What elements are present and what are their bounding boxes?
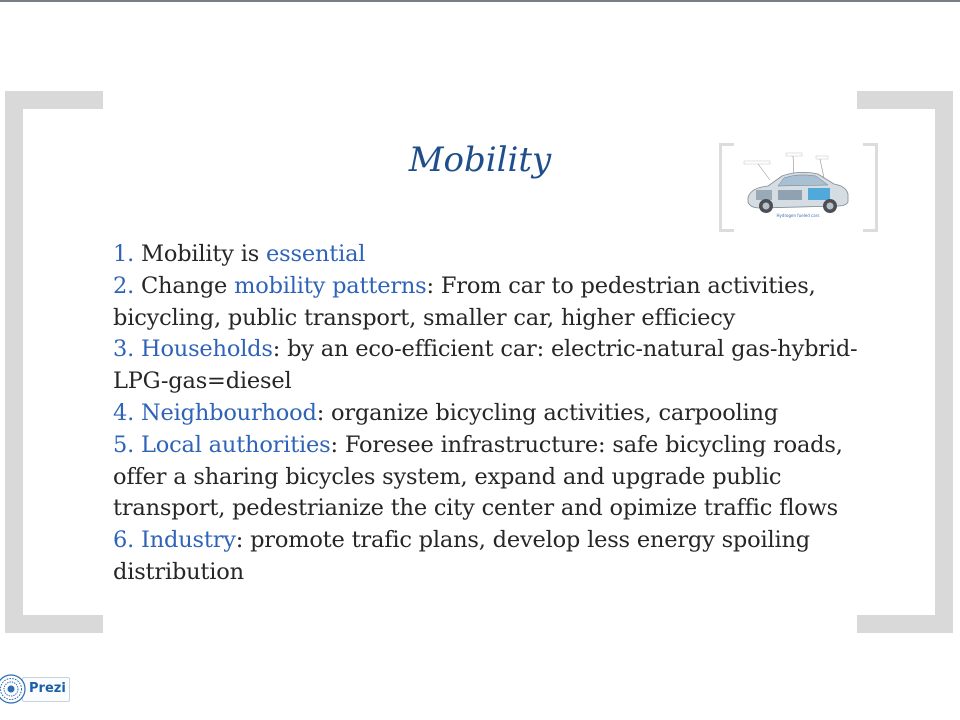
image-frame-right-top <box>863 143 878 146</box>
list-text: : organize bicycling activities, carpooling <box>316 399 779 426</box>
list-text: : by an eco-efficient car: electric-natural gas-hybrid-LPG-gas=diesel <box>113 336 858 395</box>
list-highlight: Households <box>141 336 273 363</box>
right-bracket-top <box>857 91 953 109</box>
image-frame-right-bottom <box>863 229 878 232</box>
list-item <box>113 430 873 525</box>
image-frame-right <box>875 143 878 232</box>
list-number: 4. <box>113 399 135 426</box>
image-frame-left-top <box>719 143 734 146</box>
list-text: : Foresee infrastructure: safe bicycling roads, offer a sharing bicycles system, expand and upgrade public transport, pedestrianize the city center and opimize traffic flows <box>113 431 843 522</box>
list-highlight: Neighbourhood <box>141 399 317 426</box>
list-item <box>113 239 873 271</box>
image-caption: Hydrogen fueled cars <box>776 213 820 218</box>
top-border-line <box>0 0 960 2</box>
list-highlight: Local authorities <box>141 431 331 458</box>
list-highlight: Industry <box>141 527 236 554</box>
image-frame-left <box>719 143 722 232</box>
prezi-logo-text: Prezi <box>29 681 66 696</box>
list-highlight: essential <box>266 241 366 267</box>
list-item <box>113 271 873 335</box>
list-text: Mobility is <box>141 241 260 267</box>
list-number: 1. <box>113 241 135 267</box>
list-text: : From car to pedestrian activities, bicycling, public transport, smaller car, higher efficiecy <box>113 272 816 331</box>
list-number: 6. <box>113 527 135 554</box>
prezi-logo-icon <box>0 673 27 705</box>
list-text: Change <box>141 272 228 299</box>
list-number: 3. <box>113 336 135 363</box>
list-number: 5. <box>113 431 135 458</box>
list-item <box>113 525 873 589</box>
right-bracket-bottom <box>857 615 953 633</box>
slide-content <box>113 239 873 589</box>
image-frame-left-bottom <box>719 229 734 232</box>
left-bracket-top <box>5 91 103 109</box>
list-highlight: mobility patterns <box>234 272 427 299</box>
list-item <box>113 334 873 398</box>
list-number: 2. <box>113 272 135 299</box>
left-bracket-bottom <box>5 615 103 633</box>
list-text: : promote trafic plans, develop less energy spoiling distribution <box>113 527 810 585</box>
list-item <box>113 398 873 430</box>
slide-title: Mobility <box>408 140 552 180</box>
